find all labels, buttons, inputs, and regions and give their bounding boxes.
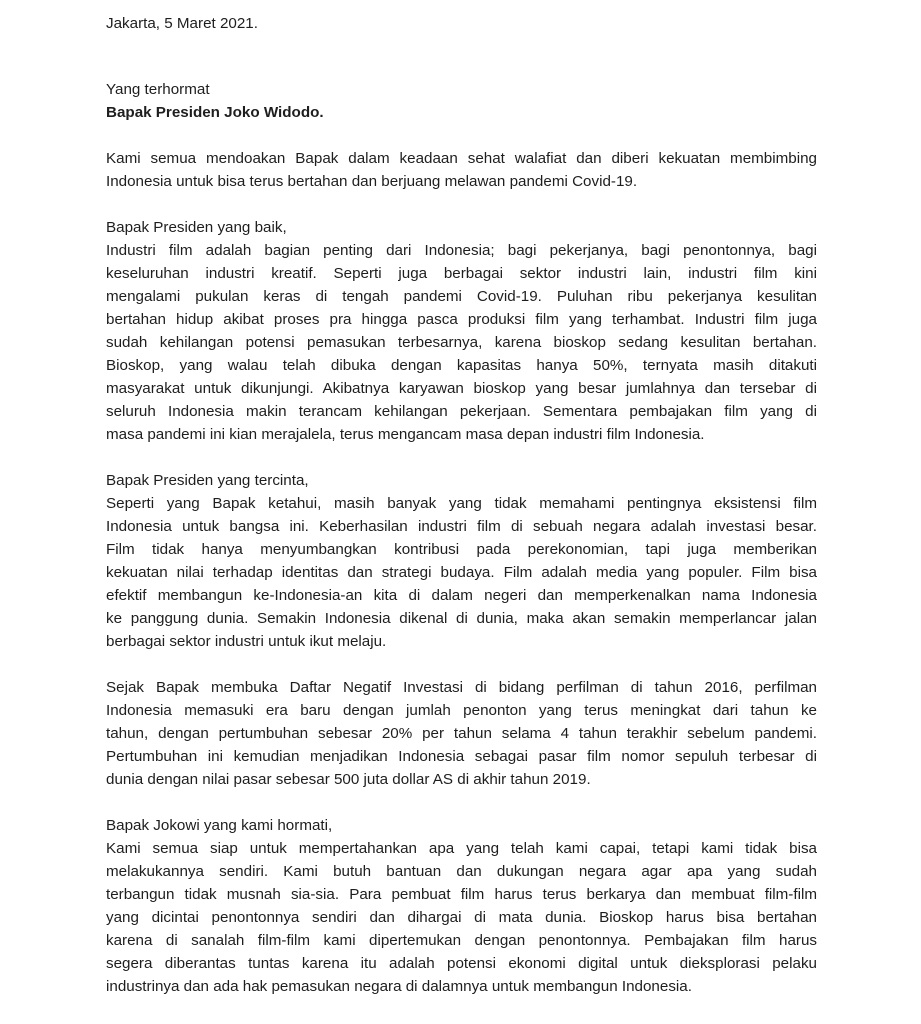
text-line: efektif membangun ke-Indonesia-an kita di dalam negeri dan memperkenalkan nama Indonesia: [106, 587, 817, 604]
opening-paragraph: [106, 147, 817, 193]
section-1: [106, 216, 817, 446]
text-line: Industri film adalah bagian penting dari Indonesia; bagi pekerjanya, bagi penontonnya, bagi: [106, 242, 817, 259]
text-line: Kami semua mendoakan Bapak dalam keadaan sehat walafiat dan diberi kekuatan membimbing: [106, 150, 817, 167]
spacer: [106, 653, 817, 676]
text-line: masyarakat untuk dikunjungi. Akibatnya karyawan bioskop yang besar jumlahnya dan tersebar di: [106, 380, 817, 397]
text-line: terbangun tidak musnah sia-sia. Para pembuat film harus terus berkarya dan membuat film-film: [106, 886, 817, 903]
text-line: bertahan hidup akibat proses pra hingga pasca produksi film yang terhambat. Industri film juga: [106, 311, 817, 328]
letter-page: [106, 12, 817, 998]
text-line: industrinya dan ada hak pemasukan negara di dalamnya untuk membangun Indonesia.: [106, 978, 692, 995]
text-line: dunia dengan nilai pasar sebesar 500 juta dollar AS di akhir tahun 2019.: [106, 771, 591, 788]
spacer: [106, 124, 817, 147]
text-line: melakukannya sendiri. Kami butuh bantuan dan dukungan negara agar apa yang sudah: [106, 863, 817, 880]
section-greeting: Bapak Jokowi yang kami hormati,: [106, 817, 333, 834]
text-line: sudah kehilangan potensi pemasukan terbesarnya, karena bioskop sedang kesulitan bertahan.: [106, 334, 817, 351]
text-line: Sejak Bapak membuka Daftar Negatif Investasi di bidang perfilman di tahun 2016, perfilman: [106, 679, 817, 696]
spacer: [106, 35, 817, 78]
section-4: [106, 814, 817, 998]
spacer: [106, 791, 817, 814]
text-line: keseluruhan industri kreatif. Seperti juga berbagai sektor industri lain, industri film kini: [106, 265, 817, 282]
text-line: masa pandemi ini kian merajalela, terus mengancam masa depan industri film Indonesia.: [106, 426, 705, 443]
section-greeting: Bapak Presiden yang baik,: [106, 219, 287, 236]
text-line: Indonesia memasuki era baru dengan jumlah penonton yang terus meningkat dari tahun ke: [106, 702, 817, 719]
section-greeting: Bapak Presiden yang tercinta,: [106, 472, 309, 489]
text-line: Seperti yang Bapak ketahui, masih banyak yang tidak memahami pentingnya eksistensi film: [106, 495, 817, 512]
text-line: seluruh Indonesia makin terancam kehilangan pekerjaan. Sementara pembajakan film yang di: [106, 403, 817, 420]
text-line: Indonesia untuk bisa terus bertahan dan berjuang melawan pandemi Covid-19.: [106, 173, 638, 190]
salutation-intro: Yang terhormat: [106, 81, 210, 98]
text-line: Kami semua siap untuk mempertahankan apa yang telah kami capai, tetapi kami tidak bisa: [106, 840, 817, 857]
text-line: segera diberantas tuntas karena itu adalah potensi ekonomi digital untuk dieksplorasi pelaku: [106, 955, 817, 972]
text-line: kekuatan nilai terhadap identitas dan strategi budaya. Film adalah media yang populer. Film bisa: [106, 564, 817, 581]
section-3: [106, 676, 817, 791]
text-line: yang dicintai penontonnya sendiri dan dihargai di mata dunia. Bioskop harus bisa bertahan: [106, 909, 817, 926]
text-line: karena di sanalah film-film kami dipertemukan dengan penontonnya. Pembajakan film harus: [106, 932, 817, 949]
text-line: Pertumbuhan ini kemudian menjadikan Indonesia sebagai pasar film nomor sepuluh terbesar di: [106, 748, 817, 765]
text-line: ke panggung dunia. Semakin Indonesia dikenal di dunia, maka akan semakin memperlancar jalan: [106, 610, 817, 627]
place-date: Jakarta, 5 Maret 2021.: [106, 15, 258, 32]
text-line: mengalami pukulan keras di tengah pandemi Covid-19. Puluhan ribu pekerjanya kesulitan: [106, 288, 817, 305]
section-2: [106, 469, 817, 653]
text-line: berbagai sektor industri untuk ikut melaju.: [106, 633, 387, 650]
text-line: Indonesia untuk bangsa ini. Keberhasilan industri film di sebuah negara adalah investasi besar.: [106, 518, 817, 535]
spacer: [106, 193, 817, 216]
text-line: tahun, dengan pertumbuhan sebesar 20% per tahun selama 4 tahun terakhir sebelum pandemi.: [106, 725, 817, 742]
text-line: Bioskop, yang walau telah dibuka dengan kapasitas hanya 50%, ternyata masih ditakuti: [106, 357, 817, 374]
spacer: [106, 446, 817, 469]
text-line: Film tidak hanya menyumbangkan kontribusi pada perekonomian, tapi juga memberikan: [106, 541, 817, 558]
addressee: Bapak Presiden Joko Widodo.: [106, 104, 324, 121]
